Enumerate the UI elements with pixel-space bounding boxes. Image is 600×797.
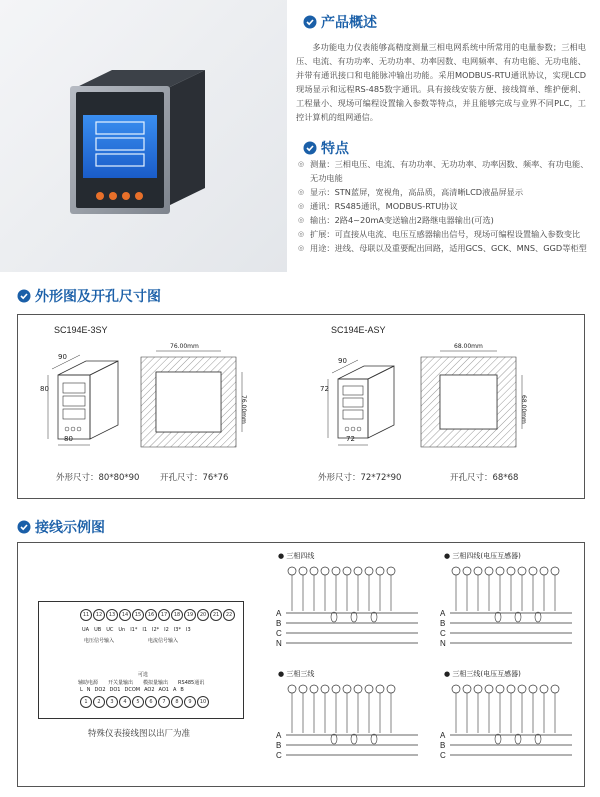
current-group-label: 电流信号输入: [148, 638, 179, 644]
model-right: SC194E-ASY: [331, 325, 386, 335]
terminal: 9: [184, 696, 196, 708]
terminal-label: RS485通讯: [178, 680, 205, 686]
diagram-title: ● 三相三线: [278, 670, 315, 678]
terminal: 7: [158, 696, 170, 708]
terminal: [551, 685, 559, 693]
features-title: 特点: [321, 141, 349, 157]
ct-coil: [331, 612, 337, 622]
dimensions-panel: [17, 314, 585, 499]
bottom-label-row: [80, 687, 184, 693]
diagram-title: ● 三相三线(电压互感器): [444, 670, 521, 678]
panel-caption: 特殊仪表接线图以出厂为准: [88, 729, 191, 739]
terminal: [299, 567, 307, 575]
phase-label: A: [440, 609, 446, 618]
terminal: 6: [145, 696, 157, 708]
terminal: [288, 685, 296, 693]
ct-coil: [371, 734, 377, 744]
cut-w-left: 76.00mm: [170, 343, 199, 350]
ct-coil: [515, 734, 521, 744]
terminal: [518, 567, 526, 575]
terminal: [518, 685, 526, 693]
terminal: [288, 567, 296, 575]
terminal: 16: [145, 609, 157, 621]
terminal-label: I2*: [152, 627, 160, 633]
feature-item: ◎ 测量：三相电压、电流、有功功率、无功功率、功率因数、频率、有功电能、无功电能: [300, 157, 590, 185]
ct-coil: [371, 612, 377, 622]
terminal: [332, 567, 340, 575]
product-photo: [0, 0, 287, 272]
wiring-diagram-3p3w-pt: [438, 681, 578, 771]
terminal: [474, 685, 482, 693]
cut-h-right: 68.00mm: [520, 395, 527, 424]
ct-coil: [331, 734, 337, 744]
terminal: [299, 685, 307, 693]
terminal: 13: [106, 609, 118, 621]
feature-item: ◎ 显示：STN蓝屏，宽视角，高品质，高清晰LCD液晶屏显示: [300, 185, 590, 199]
outline-caption-left: 外形尺寸：80*80*90: [56, 473, 140, 483]
outline-drawing-right: [316, 349, 416, 455]
phase-label: B: [440, 741, 446, 750]
feature-item: ◎ 扩展：可直接从电流、电压互感器输出信号，现场可编程设置输入参数变比: [300, 227, 590, 241]
terminal: [540, 567, 548, 575]
ct-coil: [535, 612, 541, 622]
terminal-label: I3: [185, 627, 191, 633]
terminal: [310, 567, 318, 575]
wiring-diagram-3p4w-pt: [438, 563, 578, 658]
terminal: [452, 567, 460, 575]
bottom-group-row: [78, 679, 204, 686]
wiring-diagram-3p3w: [274, 681, 424, 771]
terminal: [540, 685, 548, 693]
terminal-label: I2: [164, 627, 169, 633]
terminal: 11: [80, 609, 92, 621]
terminal-label: UB: [94, 627, 102, 633]
terminal: 22: [223, 609, 235, 621]
terminal: [507, 567, 515, 575]
dim-a-left: 90: [58, 353, 67, 361]
shield-check-icon: [303, 15, 317, 29]
phase-label: C: [276, 629, 282, 638]
overview-text: 多功能电力仪表能够高精度测量三相电网系统中所常用的电量参数；三相电压、电流、有功功率、无功功率、功率因数、电网频率、有功电能、无功电能、并带有通讯接口和电能脉冲输出功能。采用MODBUS-RTU通讯协议，实现LCD现场显示和远程RS-485数字通讯。具有接线安装方便、接线简单、维护便利、工程量小、现场可编程设置输入参数等特点，并且能够完成与业界不同PLC，工控计算机的组网通信。: [296, 42, 586, 122]
terminal: [463, 567, 471, 575]
terminal: [463, 685, 471, 693]
terminal: [452, 685, 460, 693]
terminal: 4: [119, 696, 131, 708]
terminal: [354, 685, 362, 693]
wiring-diagram-3p4w: [274, 563, 424, 658]
terminal: 3: [106, 696, 118, 708]
terminal: 8: [171, 696, 183, 708]
dim-a-right: 90: [338, 357, 347, 365]
terminal: [496, 685, 504, 693]
terminal: [474, 567, 482, 575]
phase-label: N: [276, 639, 282, 648]
terminal: [332, 685, 340, 693]
phase-label: A: [440, 731, 446, 740]
top-terminal-row: [80, 609, 235, 621]
wiring-title: 接线示例图: [35, 520, 105, 536]
terminal: 14: [119, 609, 131, 621]
terminal: [485, 685, 493, 693]
terminal: [529, 685, 537, 693]
terminal: [343, 567, 351, 575]
ct-coil: [495, 734, 501, 744]
phase-label: A: [276, 731, 282, 740]
terminal: 5: [132, 696, 144, 708]
model-left: SC194E-3SY: [54, 325, 108, 335]
voltage-group-label: 电压信号输入: [84, 638, 115, 644]
terminal: [485, 567, 493, 575]
phase-label: N: [440, 639, 446, 648]
terminal: 20: [197, 609, 209, 621]
cut-w-right: 68.00mm: [454, 343, 483, 350]
wiring-panel: [17, 542, 585, 787]
phase-label: C: [440, 629, 446, 638]
phase-label: C: [276, 751, 282, 760]
terminal: 15: [132, 609, 144, 621]
phase-label: B: [276, 741, 282, 750]
outline-drawing-left: [36, 345, 136, 455]
terminal: [387, 567, 395, 575]
dimensions-heading: [17, 286, 161, 306]
dimensions-title: 外形图及开孔尺寸图: [35, 289, 161, 305]
features-heading: [303, 138, 349, 158]
feature-item: ◎ 用途：进线、母联以及重要配出回路，适用GCS、GCK、MNS、GGD等柜型: [300, 241, 590, 255]
terminal-label: L: [80, 687, 83, 693]
terminal-label: DO2: [94, 687, 106, 693]
feature-item: ◎ 通讯：RS485通讯，MODBUS-RTU协议: [300, 199, 590, 213]
meter-illustration: [0, 0, 287, 272]
terminal-label: Un: [118, 627, 126, 633]
terminal-label: B: [180, 687, 184, 693]
terminal: [496, 567, 504, 575]
terminal: [310, 685, 318, 693]
terminal: [354, 567, 362, 575]
overview-heading: [303, 12, 377, 32]
terminal: [376, 567, 384, 575]
terminal: 1: [80, 696, 92, 708]
terminal: [507, 685, 515, 693]
ct-coil: [515, 612, 521, 622]
terminal: 18: [171, 609, 183, 621]
phase-label: A: [276, 609, 282, 618]
terminal-label: N: [86, 687, 91, 693]
terminal: 17: [158, 609, 170, 621]
shield-check-icon: [303, 141, 317, 155]
cut-h-left: 76.00mm: [240, 395, 247, 424]
shield-check-icon: [17, 289, 31, 303]
terminal-label: DCOM: [124, 687, 141, 693]
terminal: [529, 567, 537, 575]
cutout-caption-right: 开孔尺寸：68*68: [450, 473, 519, 483]
optional-label: 可选: [138, 672, 149, 678]
terminal-label: 模拟量输出: [143, 680, 169, 686]
terminal-label: A: [172, 687, 177, 693]
ct-coil: [351, 612, 357, 622]
dim-c-right: 72: [346, 435, 355, 443]
terminal: [365, 685, 373, 693]
ct-coil: [495, 612, 501, 622]
terminal-label: AO1: [158, 687, 169, 693]
phase-label: B: [440, 619, 446, 628]
terminal: [321, 567, 329, 575]
terminal: 12: [93, 609, 105, 621]
terminal-label: DO1: [109, 687, 121, 693]
features-list: [300, 157, 590, 255]
terminal-label: AO2: [144, 687, 155, 693]
terminal: [321, 685, 329, 693]
shield-check-icon: [17, 520, 31, 534]
phase-label: B: [276, 619, 282, 628]
diagram-title: ● 三相四线: [278, 552, 315, 560]
terminal: 10: [197, 696, 209, 708]
terminal: [376, 685, 384, 693]
terminal: [365, 567, 373, 575]
terminal-label: 辅助电源: [78, 680, 99, 686]
phase-label: C: [440, 751, 446, 760]
ct-coil: [535, 734, 541, 744]
wiring-heading: [17, 517, 105, 537]
terminal-label: UC: [106, 627, 114, 633]
terminal: 19: [184, 609, 196, 621]
terminal-label: 开关量输出: [108, 680, 134, 686]
top-label-row: [82, 627, 191, 633]
terminal-label: UA: [82, 627, 90, 633]
outline-caption-right: 外形尺寸：72*72*90: [318, 473, 402, 483]
terminal-label: I1: [142, 627, 147, 633]
dim-b-right: 72: [320, 385, 329, 393]
bottom-terminal-row: [80, 696, 209, 708]
terminal-label: I3*: [173, 627, 181, 633]
terminal: 2: [93, 696, 105, 708]
terminal: [343, 685, 351, 693]
terminal: 21: [210, 609, 222, 621]
terminal: [387, 685, 395, 693]
ct-coil: [351, 734, 357, 744]
cutout-caption-left: 开孔尺寸：76*76: [160, 473, 229, 483]
terminal-label: I1*: [130, 627, 138, 633]
diagram-title: ● 三相四线(电压互感器): [444, 552, 521, 560]
overview-title: 产品概述: [321, 15, 377, 31]
dim-c-left: 80: [64, 435, 73, 443]
feature-item: ◎ 输出：2路4~20mA变送输出2路继电器输出(可选): [300, 213, 590, 227]
dim-b-left: 80: [40, 385, 49, 393]
terminal: [551, 567, 559, 575]
